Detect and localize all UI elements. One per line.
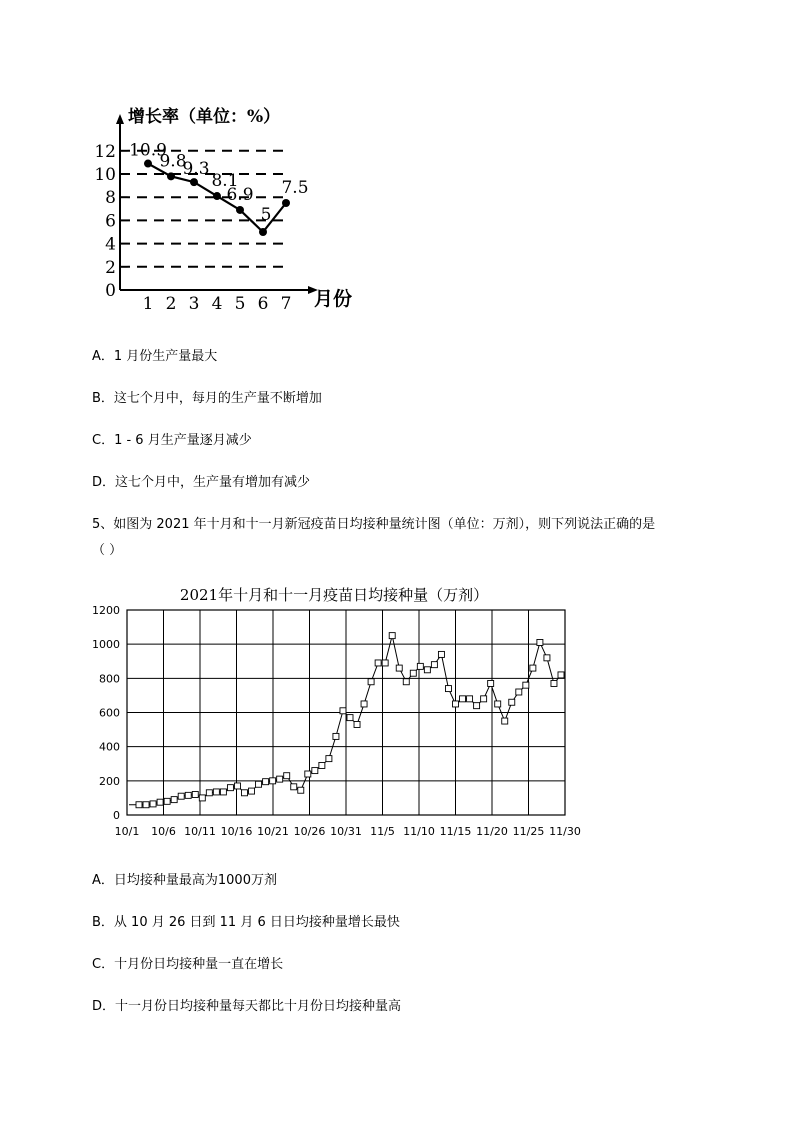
data-point	[502, 718, 508, 724]
data-point	[284, 773, 290, 779]
y-tick-label: 6	[105, 211, 116, 232]
data-point	[157, 799, 163, 805]
data-label: 7.5	[281, 178, 309, 198]
x-tick-label: 11/15	[439, 825, 472, 838]
x-tick-label: 11/20	[476, 825, 508, 838]
data-label: 9.3	[182, 159, 210, 180]
data-point	[236, 206, 244, 214]
data-point	[424, 667, 430, 673]
x-tick-label: 10/6	[151, 825, 176, 838]
data-point	[481, 696, 487, 702]
chart-title: 2021年十月和十一月疫苗日均接种量（万剂）	[179, 586, 489, 604]
y-tick-label: 2	[105, 257, 116, 278]
y-tick-label: 0	[105, 281, 116, 301]
data-point	[227, 785, 233, 791]
data-point	[192, 792, 198, 798]
data-point	[354, 721, 360, 727]
data-point	[136, 802, 142, 808]
data-point	[326, 756, 332, 762]
data-point	[256, 781, 262, 787]
data-point	[291, 784, 297, 790]
option-c-q5: C．十月份日均接种量一直在增长	[92, 957, 284, 972]
data-point	[530, 665, 536, 671]
y-axis-arrow	[116, 114, 124, 124]
data-point	[558, 672, 564, 678]
x-tick-label: 11/5	[370, 825, 395, 838]
x-tick-label: 2	[165, 294, 177, 314]
data-point	[185, 792, 191, 798]
x-tick-label: 10/21	[257, 825, 289, 838]
data-point	[263, 779, 269, 785]
data-point	[516, 689, 522, 695]
data-point	[312, 768, 318, 774]
data-point	[410, 670, 416, 676]
data-point	[537, 639, 543, 645]
data-point	[361, 701, 367, 707]
y-tick-label: 4	[105, 234, 116, 255]
data-point	[445, 686, 451, 692]
data-point	[544, 655, 550, 661]
data-point	[144, 160, 152, 168]
data-label: 9.8	[159, 151, 187, 172]
option-b-q4: B．这七个月中，每月的生产量不断增加	[92, 391, 322, 406]
data-point	[213, 789, 219, 795]
data-point	[270, 778, 276, 784]
data-point	[474, 703, 480, 709]
data-label: 6.9	[226, 184, 254, 205]
data-point	[467, 696, 473, 702]
data-point	[396, 665, 402, 671]
x-tick-label: 11/25	[512, 825, 545, 838]
data-point	[417, 663, 423, 669]
option-a-q5: A．日均接种量最高为1000万剂	[92, 873, 277, 888]
data-point	[143, 802, 149, 808]
data-point	[368, 679, 374, 685]
x-tick-labels	[143, 294, 292, 314]
y-tick-label: 200	[99, 774, 120, 788]
vaccine-chart	[90, 580, 610, 845]
growth-rate-chart	[90, 100, 390, 315]
y-tick-label: 1200	[92, 604, 120, 617]
y-tick-label: 8	[105, 188, 116, 209]
data-point	[259, 228, 267, 236]
y-tick-label: 12	[94, 141, 116, 162]
data-point	[249, 788, 255, 794]
option-b-q5: B．从 10 月 26 日到 11 月 6 日日均接种量增长最快	[92, 915, 400, 930]
x-tick-label: 5	[234, 294, 246, 314]
data-point	[164, 798, 170, 804]
data-point	[242, 790, 248, 796]
question-5-text: 5、如图为 2021 年十月和十一月新冠疫苗日均接种量统计图（单位：万剂），则下列说法正确的是	[92, 517, 656, 532]
option-a-q4: A．1 月份生产量最大	[92, 349, 218, 364]
data-point	[403, 679, 409, 685]
x-tick-labels	[115, 825, 581, 838]
data-point	[488, 680, 494, 686]
data-point	[523, 682, 529, 688]
data-point	[220, 789, 226, 795]
data-point	[382, 660, 388, 666]
data-point	[389, 633, 395, 639]
data-point	[282, 199, 290, 207]
question-5-blank: （ ）	[92, 543, 123, 558]
option-d-q5: D．十一月份日均接种量每天都比十月份日均接种量高	[92, 999, 402, 1014]
data-point	[298, 787, 304, 793]
x-tick-label: 1	[142, 294, 154, 314]
data-point	[431, 662, 437, 668]
data-label: 10.9	[129, 140, 167, 161]
y-tick-label: 600	[99, 706, 120, 720]
data-point	[460, 696, 466, 702]
data-point	[213, 192, 221, 200]
data-label: 5	[260, 205, 272, 225]
data-point	[305, 771, 311, 777]
data-point	[551, 680, 557, 686]
x-tick-label: 10/16	[220, 825, 253, 838]
x-tick-label: 6	[257, 294, 269, 314]
y-tick-label: 400	[99, 740, 120, 754]
data-point	[333, 733, 339, 739]
data-point	[375, 660, 381, 666]
data-point	[340, 708, 346, 714]
data-point	[190, 178, 198, 186]
x-tick-label: 4	[211, 294, 223, 314]
option-d-q4: D．这七个月中，生产量有增加有减少	[92, 475, 311, 490]
data-point	[171, 797, 177, 803]
data-label: 8.1	[211, 171, 239, 192]
y-tick-label: 800	[99, 672, 120, 686]
y-tick-label: 10	[94, 165, 116, 185]
y-axis-label: 增长率（单位：%）	[128, 107, 281, 127]
data-point	[319, 762, 325, 768]
data-point	[453, 701, 459, 707]
data-point	[495, 701, 501, 707]
data-point	[347, 715, 353, 721]
data-point	[150, 801, 156, 807]
x-axis-label: 月份	[314, 288, 353, 310]
y-tick-labels	[92, 604, 120, 822]
y-tick-labels	[94, 142, 116, 301]
y-tick-label: 1000	[92, 638, 120, 652]
data-point	[199, 795, 205, 801]
x-tick-label: 10/26	[293, 825, 326, 838]
doses-line	[129, 636, 561, 805]
data-labels	[129, 141, 308, 225]
data-point	[167, 172, 175, 180]
data-point	[178, 793, 184, 799]
data-point	[438, 651, 444, 657]
x-tick-label: 7	[280, 294, 292, 314]
x-tick-label: 3	[188, 294, 200, 314]
x-tick-label: 11/10	[403, 825, 435, 838]
data-point	[206, 790, 212, 796]
y-tick-label: 0	[113, 809, 120, 822]
x-tick-label: 10/11	[184, 825, 216, 838]
data-point	[509, 699, 515, 705]
data-point	[277, 776, 283, 782]
data-point	[234, 783, 240, 789]
x-tick-label: 10/31	[330, 825, 362, 838]
x-tick-label: 10/1	[114, 825, 140, 838]
x-tick-label: 11/30	[549, 825, 581, 838]
option-c-q4: C．1 - 6 月生产量逐月减少	[92, 433, 252, 448]
